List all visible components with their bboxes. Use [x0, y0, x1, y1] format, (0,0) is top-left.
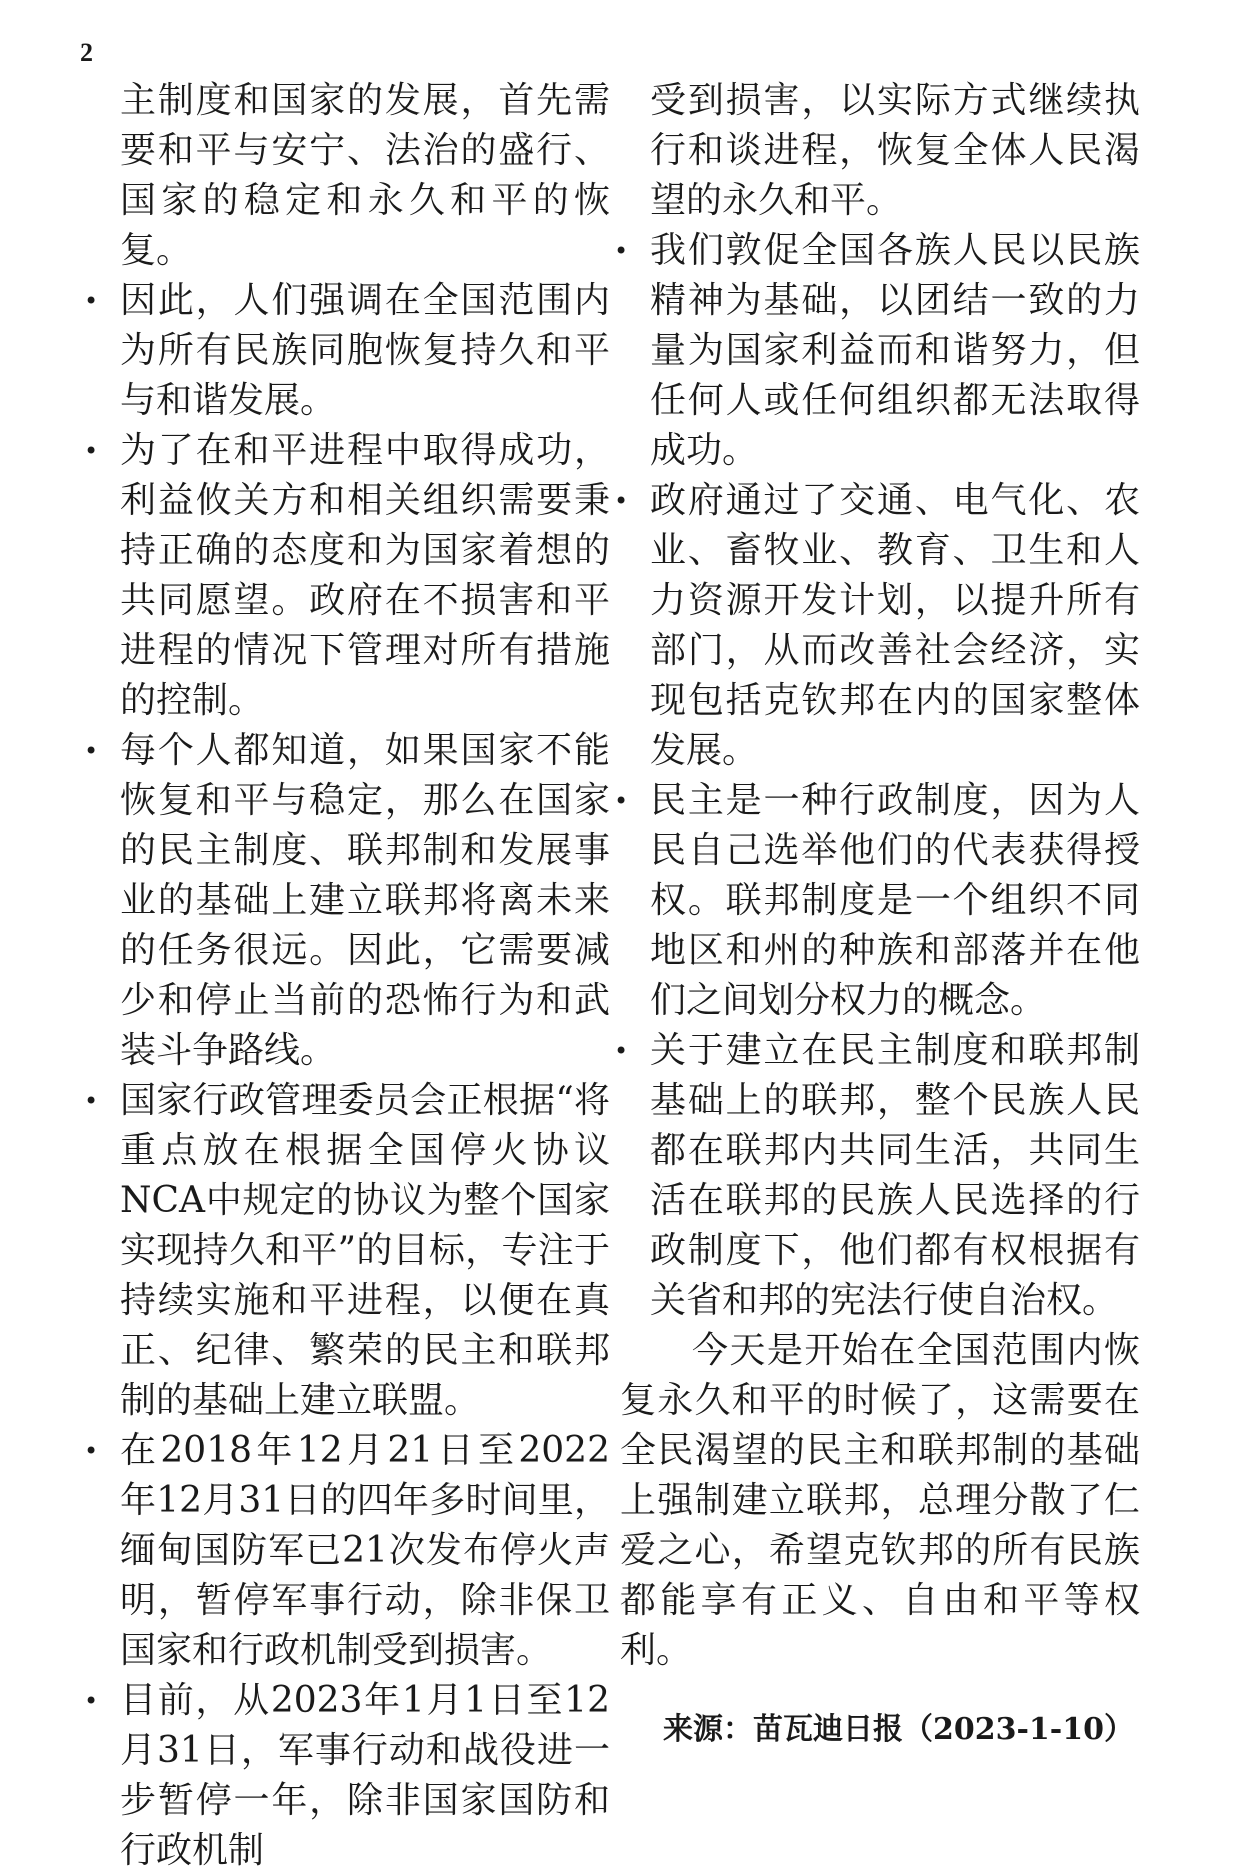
left-bullet-6: • 目前，从2023年1月1日至12月31日，军事行动和战役进一步暂停一年，除非国家国防和行政机制 — [120, 1676, 610, 1876]
left-column — [120, 76, 610, 1876]
left-bullet-2: • 为了在和平进程中取得成功，利益攸关方和相关组织需要秉持正确的态度和为国家着想的共同愿望。政府在不损害和平进程的情况下管理对所有措施的控制。 — [120, 426, 610, 726]
right-column — [620, 76, 1140, 1750]
source-citation: 来源：苗瓦迪日报（2023-1-10） — [662, 1712, 1134, 1747]
right-bullet-2: • 政府通过了交通、电气化、农业、畜牧业、教育、卫生和人力资源开发计划，以提升所有部门，从而改善社会经济，实现包括克钦邦在内的国家整体发展。 — [650, 476, 1140, 776]
left-bullet-3: • 每个人都知道，如果国家不能恢复和平与稳定，那么在国家的民主制度、联邦制和发展事业的基础上建立联邦将离未来的任务很远。因此，它需要减少和停止当前的恐怖行为和武装斗争路线。 — [120, 726, 610, 1076]
left-bullet-list — [120, 276, 610, 1876]
left-bullet-1: • 因此，人们强调在全国范围内为所有民族同胞恢复持久和平与和谐发展。 — [120, 276, 610, 426]
closing-paragraph: 今天是开始在全国范围内恢复永久和平的时候了，这需要在全民渴望的民主和联邦制的基础上强制建立联邦，总理分散了仁爱之心，希望克钦邦的所有民族都能享有正义、自由和平等权利。 — [620, 1330, 1140, 1671]
right-bullet-3: • 民主是一种行政制度，因为人民自己选举他们的代表获得授权。联邦制度是一个组织不同地区和州的种族和部落并在他们之间划分权力的概念。 — [650, 776, 1140, 1026]
right-bullet-1: • 我们敦促全国各族人民以民族精神为基础，以团结一致的力量为国家利益而和谐努力，但任何人或任何组织都无法取得成功。 — [650, 226, 1140, 476]
right-lead-paragraph: 受到损害，以实际方式继续执行和谈进程，恢复全体人民渴望的永久和平。 — [650, 80, 1140, 221]
page-number: 2 — [80, 38, 93, 67]
right-bullet-list — [650, 226, 1140, 1326]
left-bullet-5: • 在2018年12月21日至2022年12月31日的四年多时间里，缅甸国防军已21次发布停火声明，暂停军事行动，除非保卫国家和行政机制受到损害。 — [120, 1426, 610, 1676]
right-bullet-4: • 关于建立在民主制度和联邦制基础上的联邦，整个民族人民都在联邦内共同生活，共同生活在联邦的民族人民选择的行政制度下，他们都有权根据有关省和邦的宪法行使自治权。 — [650, 1026, 1140, 1326]
left-bullet-4: • 国家行政管理委员会正根据“将重点放在根据全国停火协议NCA中规定的协议为整个国家实现持久和平”的目标，专注于持续实施和平进程，以便在真正、纪律、繁荣的民主和联邦制的基础上建立联盟。 — [120, 1076, 610, 1426]
left-lead-paragraph: 主制度和国家的发展，首先需要和平与安宁、法治的盛行、国家的稳定和永久和平的恢复。 — [120, 80, 610, 271]
